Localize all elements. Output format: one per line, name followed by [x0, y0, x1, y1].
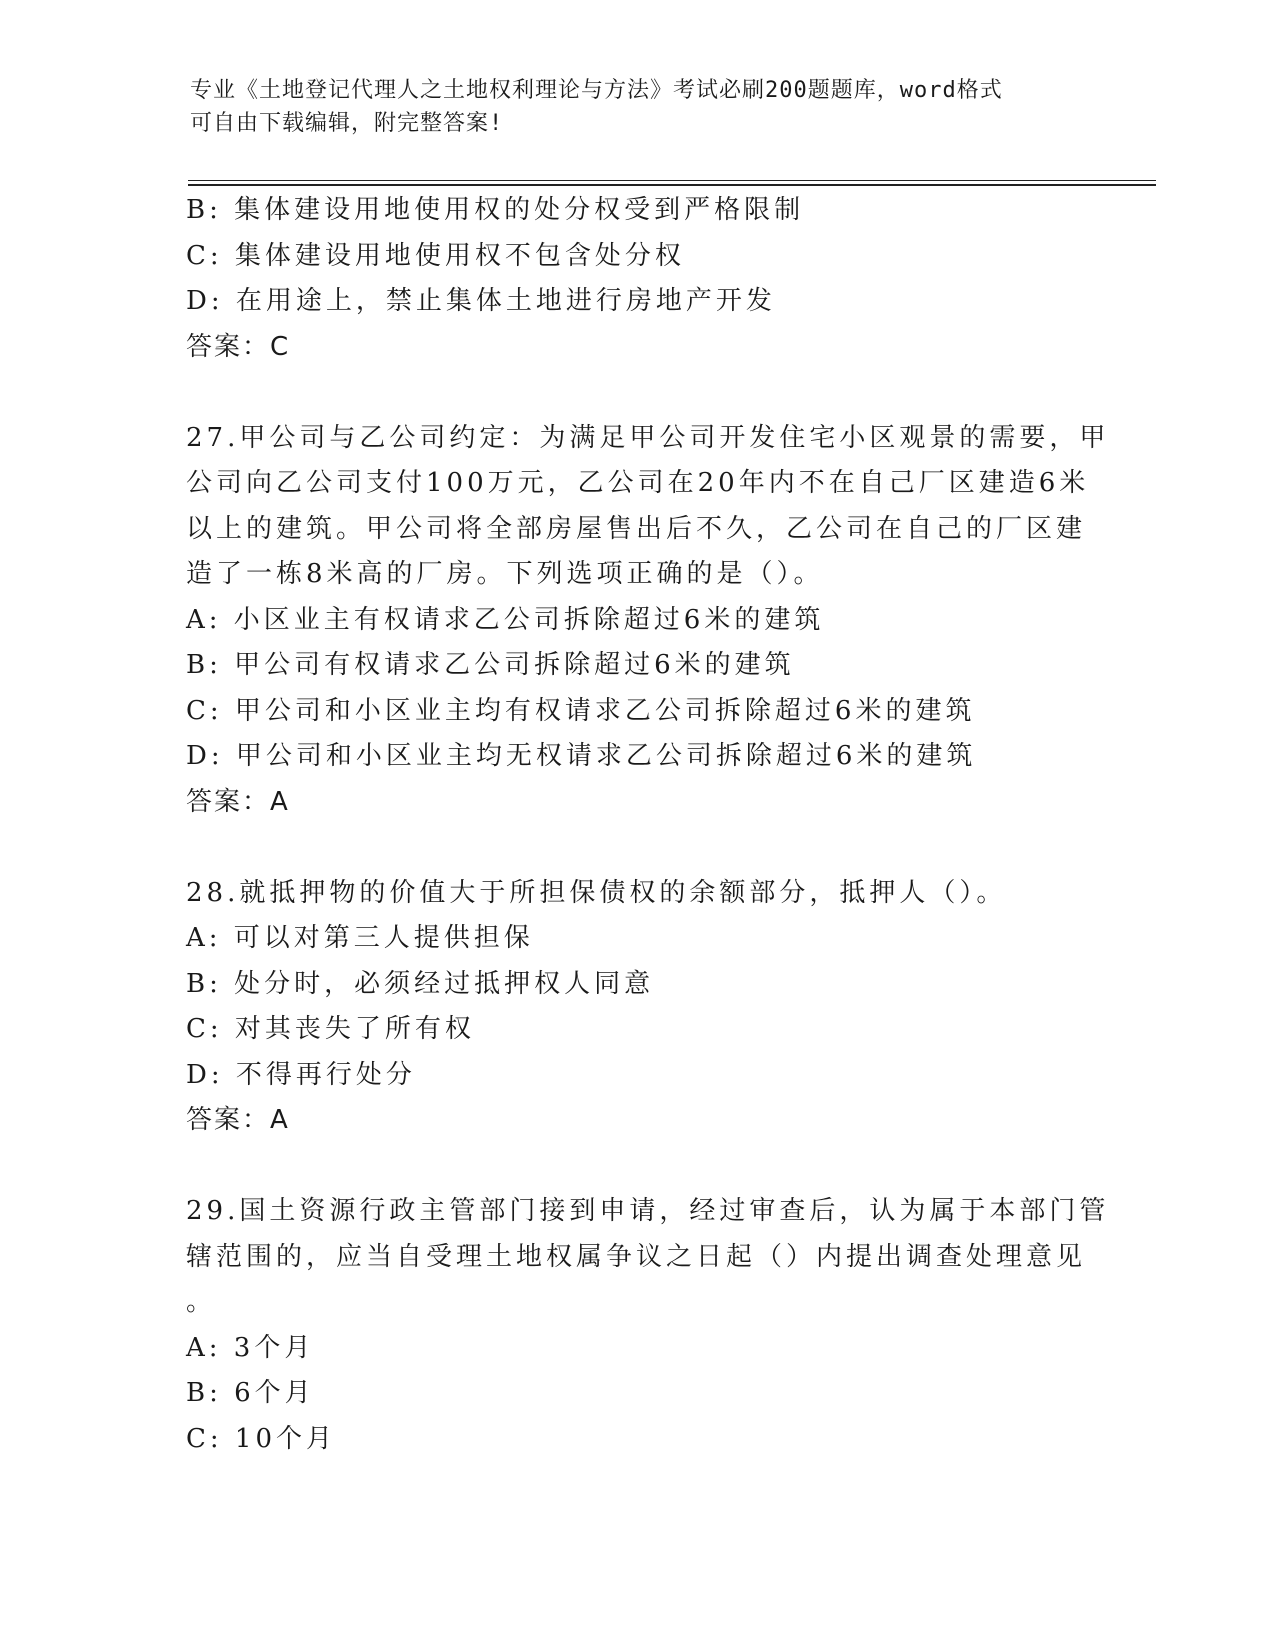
question-stem-line: 。: [186, 1287, 217, 1317]
page-header: [190, 74, 1070, 140]
question-stem-line: 27.甲公司与乙公司约定：为满足甲公司开发住宅小区观景的需要，甲: [186, 422, 1110, 453]
question-stem-line: 以上的建筑。甲公司将全部房屋售出后不久，乙公司在自己的厂区建: [186, 513, 1087, 544]
header-line-2: 可自由下载编辑，附完整答案!: [190, 111, 504, 136]
spacer: [186, 1144, 1086, 1190]
question-stem-line: 造了一栋8米高的厂房。下列选项正确的是（）。: [186, 559, 824, 589]
answer: 答案：A: [186, 1105, 290, 1135]
question-27: [186, 416, 1110, 826]
spacer: [186, 825, 1086, 871]
question-stem-line: 辖范围的，应当自受理土地权属争议之日起（）内提出调查处理意见: [186, 1241, 1087, 1272]
answer: 答案：A: [186, 786, 290, 817]
question-26-continuation: [186, 188, 1086, 370]
question-stem-line: 29.国土资源行政主管部门接到申请，经过审查后，认为属于本部门管: [186, 1196, 1110, 1226]
header-divider: [188, 180, 1156, 186]
option-d: D: 不得再行处分: [186, 1059, 416, 1090]
question-stem-line: 公司向乙公司支付100万元，乙公司在20年内不在自己厂区建造6米: [186, 468, 1090, 498]
option-c: C: 对其丧失了所有权: [186, 1014, 475, 1044]
header-line-1: 专业《土地登记代理人之土地权利理论与方法》考试必刷200题题库，word格式: [190, 78, 1003, 103]
option-d: D: 在用途上，禁止集体土地进行房地产开发: [186, 286, 776, 316]
spacer: [186, 370, 1086, 416]
question-content: [186, 188, 1110, 1462]
question-stem-line: 28.就抵押物的价值大于所担保债权的余额部分，抵押人（）。: [186, 877, 1007, 908]
option-c: C: 甲公司和小区业主均有权请求乙公司拆除超过6米的建筑: [186, 695, 976, 726]
option-c: C: 10个月: [186, 1423, 337, 1454]
option-b: B: 甲公司有权请求乙公司拆除超过6米的建筑: [186, 650, 795, 680]
option-d: D: 甲公司和小区业主均无权请求乙公司拆除超过6米的建筑: [186, 741, 977, 771]
question-28: [186, 871, 1086, 1144]
option-b: B: 6个月: [186, 1378, 315, 1408]
option-a: A: 3个月: [186, 1332, 315, 1363]
question-29: [186, 1189, 1110, 1462]
option-a: A: 可以对第三人提供担保: [186, 923, 534, 953]
answer: 答案：C: [186, 331, 291, 362]
option-a: A: 小区业主有权请求乙公司拆除超过6米的建筑: [186, 604, 825, 635]
option-c: C: 集体建设用地使用权不包含处分权: [186, 240, 685, 271]
option-b: B: 集体建设用地使用权的处分权受到严格限制: [186, 195, 805, 225]
option-b: B: 处分时，必须经过抵押权人同意: [186, 968, 655, 999]
